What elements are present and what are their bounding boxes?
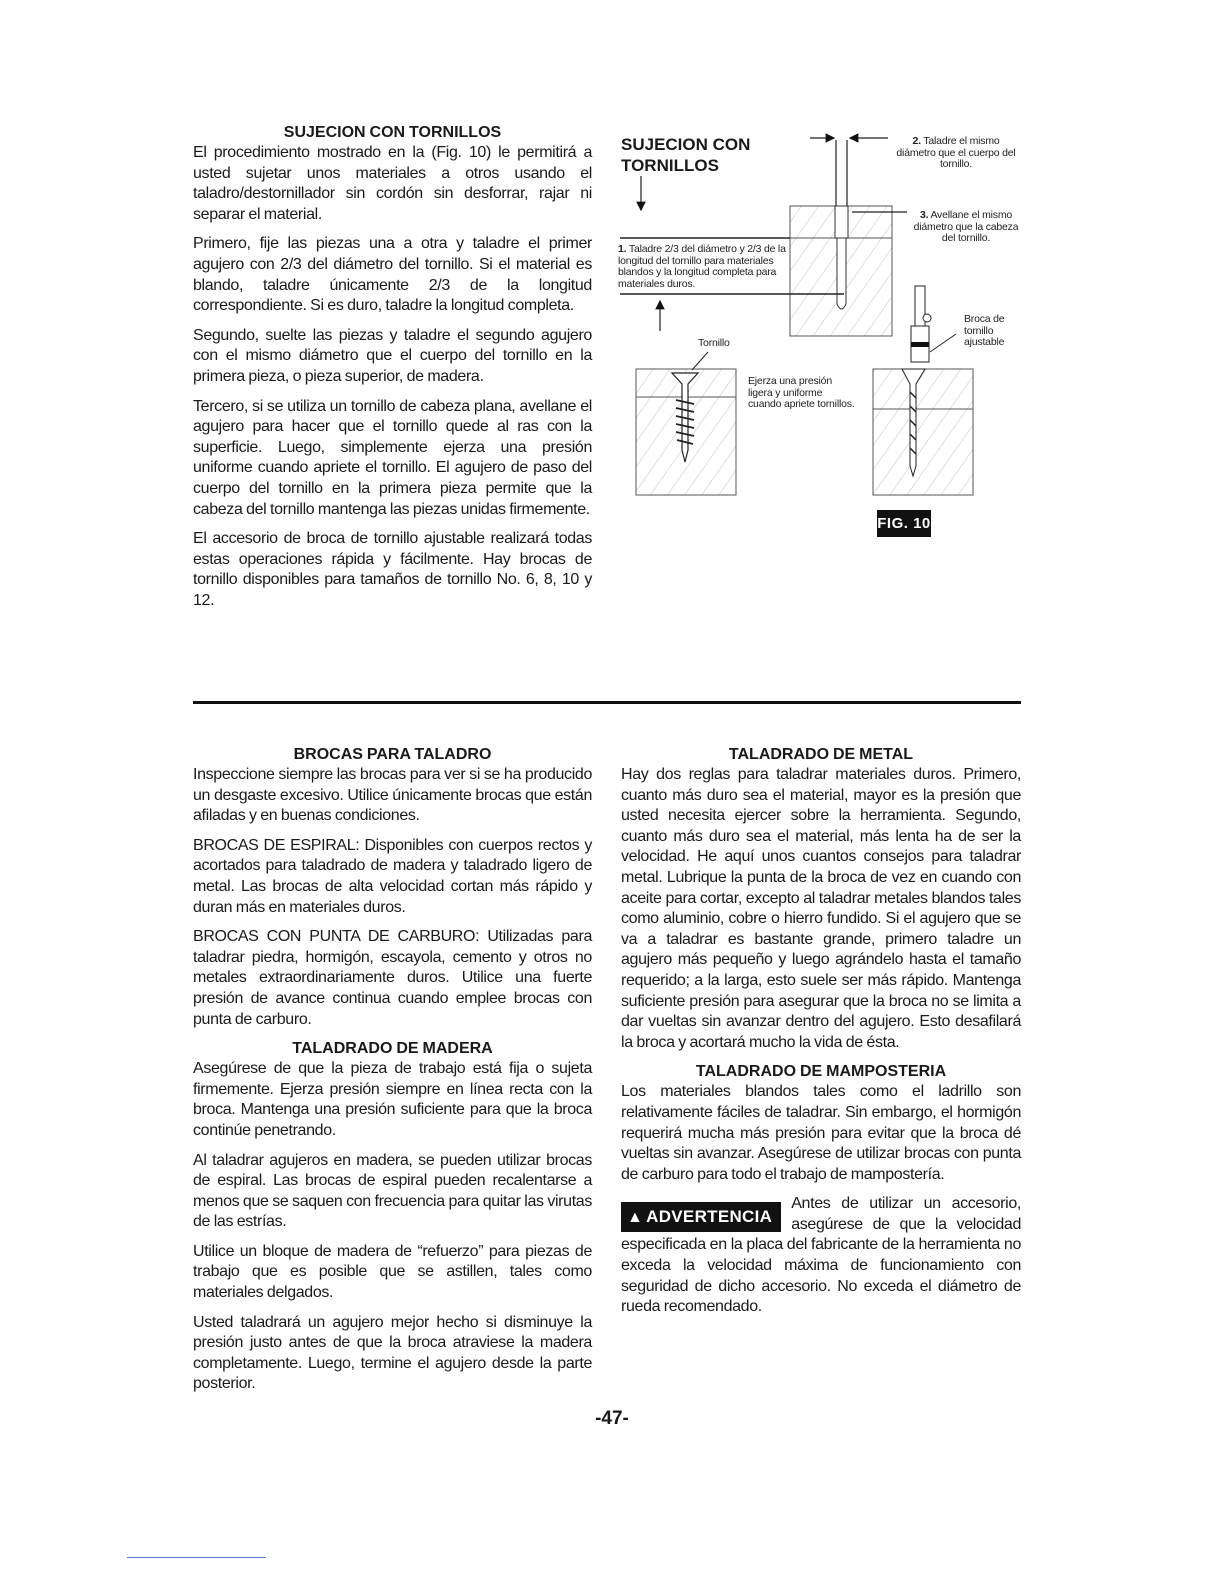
step-2-text: Taladre el mismo diámetro que el cuerpo del tornillo. <box>896 135 1016 170</box>
page-number: -47- <box>595 1408 629 1429</box>
center-boards <box>790 206 892 336</box>
warning-text: Antes de utilizar un accesorio, asegúrese de que la velocidad especificada en la placa del fabricante de la herramienta no exceda la velocidad máxima de funcionamiento con seguridad de dicho accesorio. No exceda el diámetro de rueda recomendado. <box>621 1195 1021 1316</box>
paragraph: BROCAS CON PUNTA DE CARBURO: Utilizadas para taladrar piedra, hormigón, escayola, cemento y otros no metales extraordinariamente duros. Utilice una fuerte presión de avance continua cuando emplee brocas con punta de carburo. <box>193 928 592 1028</box>
wood-drilling-heading: TALADRADO DE MADERA <box>292 1040 493 1058</box>
step-2-note <box>896 136 1016 171</box>
paragraph: Primero, fije las piezas una a otra y taladre el primer agujero con 2/3 del diámetro del tornillo. Si el material es blando, taladre únicamente 2/3 de la longitud correspondiente. Si es duro, taladre la longitud completa. <box>193 235 592 315</box>
figure-10 <box>618 126 1028 546</box>
paragraph: Al taladrar agujeros en madera, se pueden utilizar brocas de espiral. Las brocas de espiral pueden recalentarse a menos que se saquen con frecuencia para quitar las virutas de las estrías. <box>193 1151 592 1231</box>
paragraph: Utilice un bloque de madera de “refuerzo” para piezas de trabajo que es posible que se astillen, tales como materiales delgados. <box>193 1242 592 1302</box>
figure-title: SUJECION CON TORNILLOS <box>621 135 751 175</box>
section-heading: SUJECION CON TORNILLOS <box>283 124 502 141</box>
screw-boards <box>636 352 736 495</box>
screw-fastening-section <box>193 123 592 620</box>
step-2-number: 2. <box>912 135 921 147</box>
step-1-note <box>618 244 794 290</box>
drill-bits-heading: BROCAS PARA TALADRO <box>293 746 492 763</box>
masonry-drilling-heading: TALADRADO DE MAMPOSTERIA <box>695 1063 947 1081</box>
paragraph: Usted taladrará un agujero mejor hecho si disminuye la presión justo antes de que la broca atraviese la madera completamente. Luego, termine el agujero desde la parte posterior. <box>193 1313 592 1393</box>
left-column <box>193 745 592 1404</box>
step-1-text: Taladre 2/3 del diámetro y 2/3 de la longitud del tornillo para materiales blandos y la longitud completa para materiales duros. <box>618 243 786 290</box>
paragraph: BROCAS DE ESPIRAL: Disponibles con cuerpos rectos y acortados para taladrado de madera y taladrado ligero de metal. Las brocas de alta velocidad cortan más rápido y duran más en materiales duros. <box>193 836 592 916</box>
warning-block <box>621 1194 1021 1327</box>
paragraph: Los materiales blandos tales como el ladrillo son relativamente fáciles de taladrar. Sin embargo, el hormigón requerirá mucha más presión para evitar que la broca dé vueltas sin avanzar. Asegúrese de utilizar brocas con punta de carburo para todo el trabajo de mampostería. <box>621 1083 1021 1183</box>
warning-badge <box>621 1202 781 1232</box>
right-column <box>621 745 1021 1327</box>
step-3-note <box>910 210 1022 245</box>
warning-label: ADVERTENCIA <box>646 1207 773 1227</box>
paragraph: Asegúrese de que la pieza de trabajo está fija o sujeta firmemente. Ejerza presión siempre en línea recta con la broca. Mantenga una presión suficiente para que la broca continúe penetrando. <box>193 1060 592 1139</box>
step-3-number: 3. <box>919 209 929 221</box>
pressure-note: Ejerza una presión ligera y uniforme cuando apriete tornillos. <box>748 375 855 410</box>
metal-drilling-heading: TALADRADO DE METAL <box>728 746 914 763</box>
bit-label: Broca de tornillo ajustable <box>964 313 1005 348</box>
paragraph: Tercero, si se utiliza un tornillo de cabeza plana, avellane el agujero para hacer que el tornillo quede al ras con la superficie. Luego, simplemente ejerza una presión uniforme cuando apriete el tornillo. El agujero de paso del cuerpo del tornillo en la primera pieza permite que la cabeza del tornillo mantenga las piezas unidas firmemente. <box>193 397 592 518</box>
screw-label: Tornillo <box>698 337 730 349</box>
figure-badge: FIG. 10 <box>877 510 931 537</box>
paragraph: Inspeccione siempre las brocas para ver si se ha producido un desgaste excesivo. Utilice únicamente brocas que están afiladas y en buenas condiciones. <box>193 766 592 825</box>
paragraph: El procedimiento mostrado en la (Fig. 10) le permitirá a usted sujetar unos materiales a otros usando el taladro/destornillador sin cordón sin desforrar, rajar ni separar el material. <box>193 144 592 223</box>
step-1-number: 1. <box>618 243 627 255</box>
paragraph: Hay dos reglas para taladrar materiales duros. Primero, cuanto más duro sea el material, mayor es la presión que usted necesita ejercer sobre la herramienta. Segundo, cuanto más duro sea el material, más lenta ha de ser la velocidad. He aquí unos cuantos consejos para taladrar metal. Lubrique la punta de la broca de vez en cuando con aceite para cortar, excepto al taladrar metales blandos tales como aluminio, cobre o hierro fundido. Si el agujero que se va a taladrar es bastante grande, primero taladre un agujero más pequeño y luego agrándelo hasta el tamaño requerido; a la larga, esto suele ser más rápido. Mantenga suficiente presión para asegurar que la broca no se limita a dar vueltas sin avanzar dentro del agujero. Esto desafilará la broca y acortará mucho la vida de ésta. <box>621 766 1021 1051</box>
section-divider <box>193 701 1021 704</box>
paragraph: Segundo, suelte las piezas y taladre el segundo agujero con el mismo diámetro que el cuerpo del tornillo en la primera pieza, o pieza superior, de madera. <box>193 326 592 385</box>
footer-line <box>127 1557 266 1558</box>
warning-icon: ▲ <box>627 1209 644 1227</box>
paragraph: El accesorio de broca de tornillo ajustable realizará todas estas operaciones rápida y fácilmente. Hay brocas de tornillo disponibles para tamaños de tornillo No. 6, 8, 10 y 12. <box>193 530 592 609</box>
step-3-text: Avellane el mismo diámetro que la cabeza del tornillo. <box>913 209 1019 244</box>
